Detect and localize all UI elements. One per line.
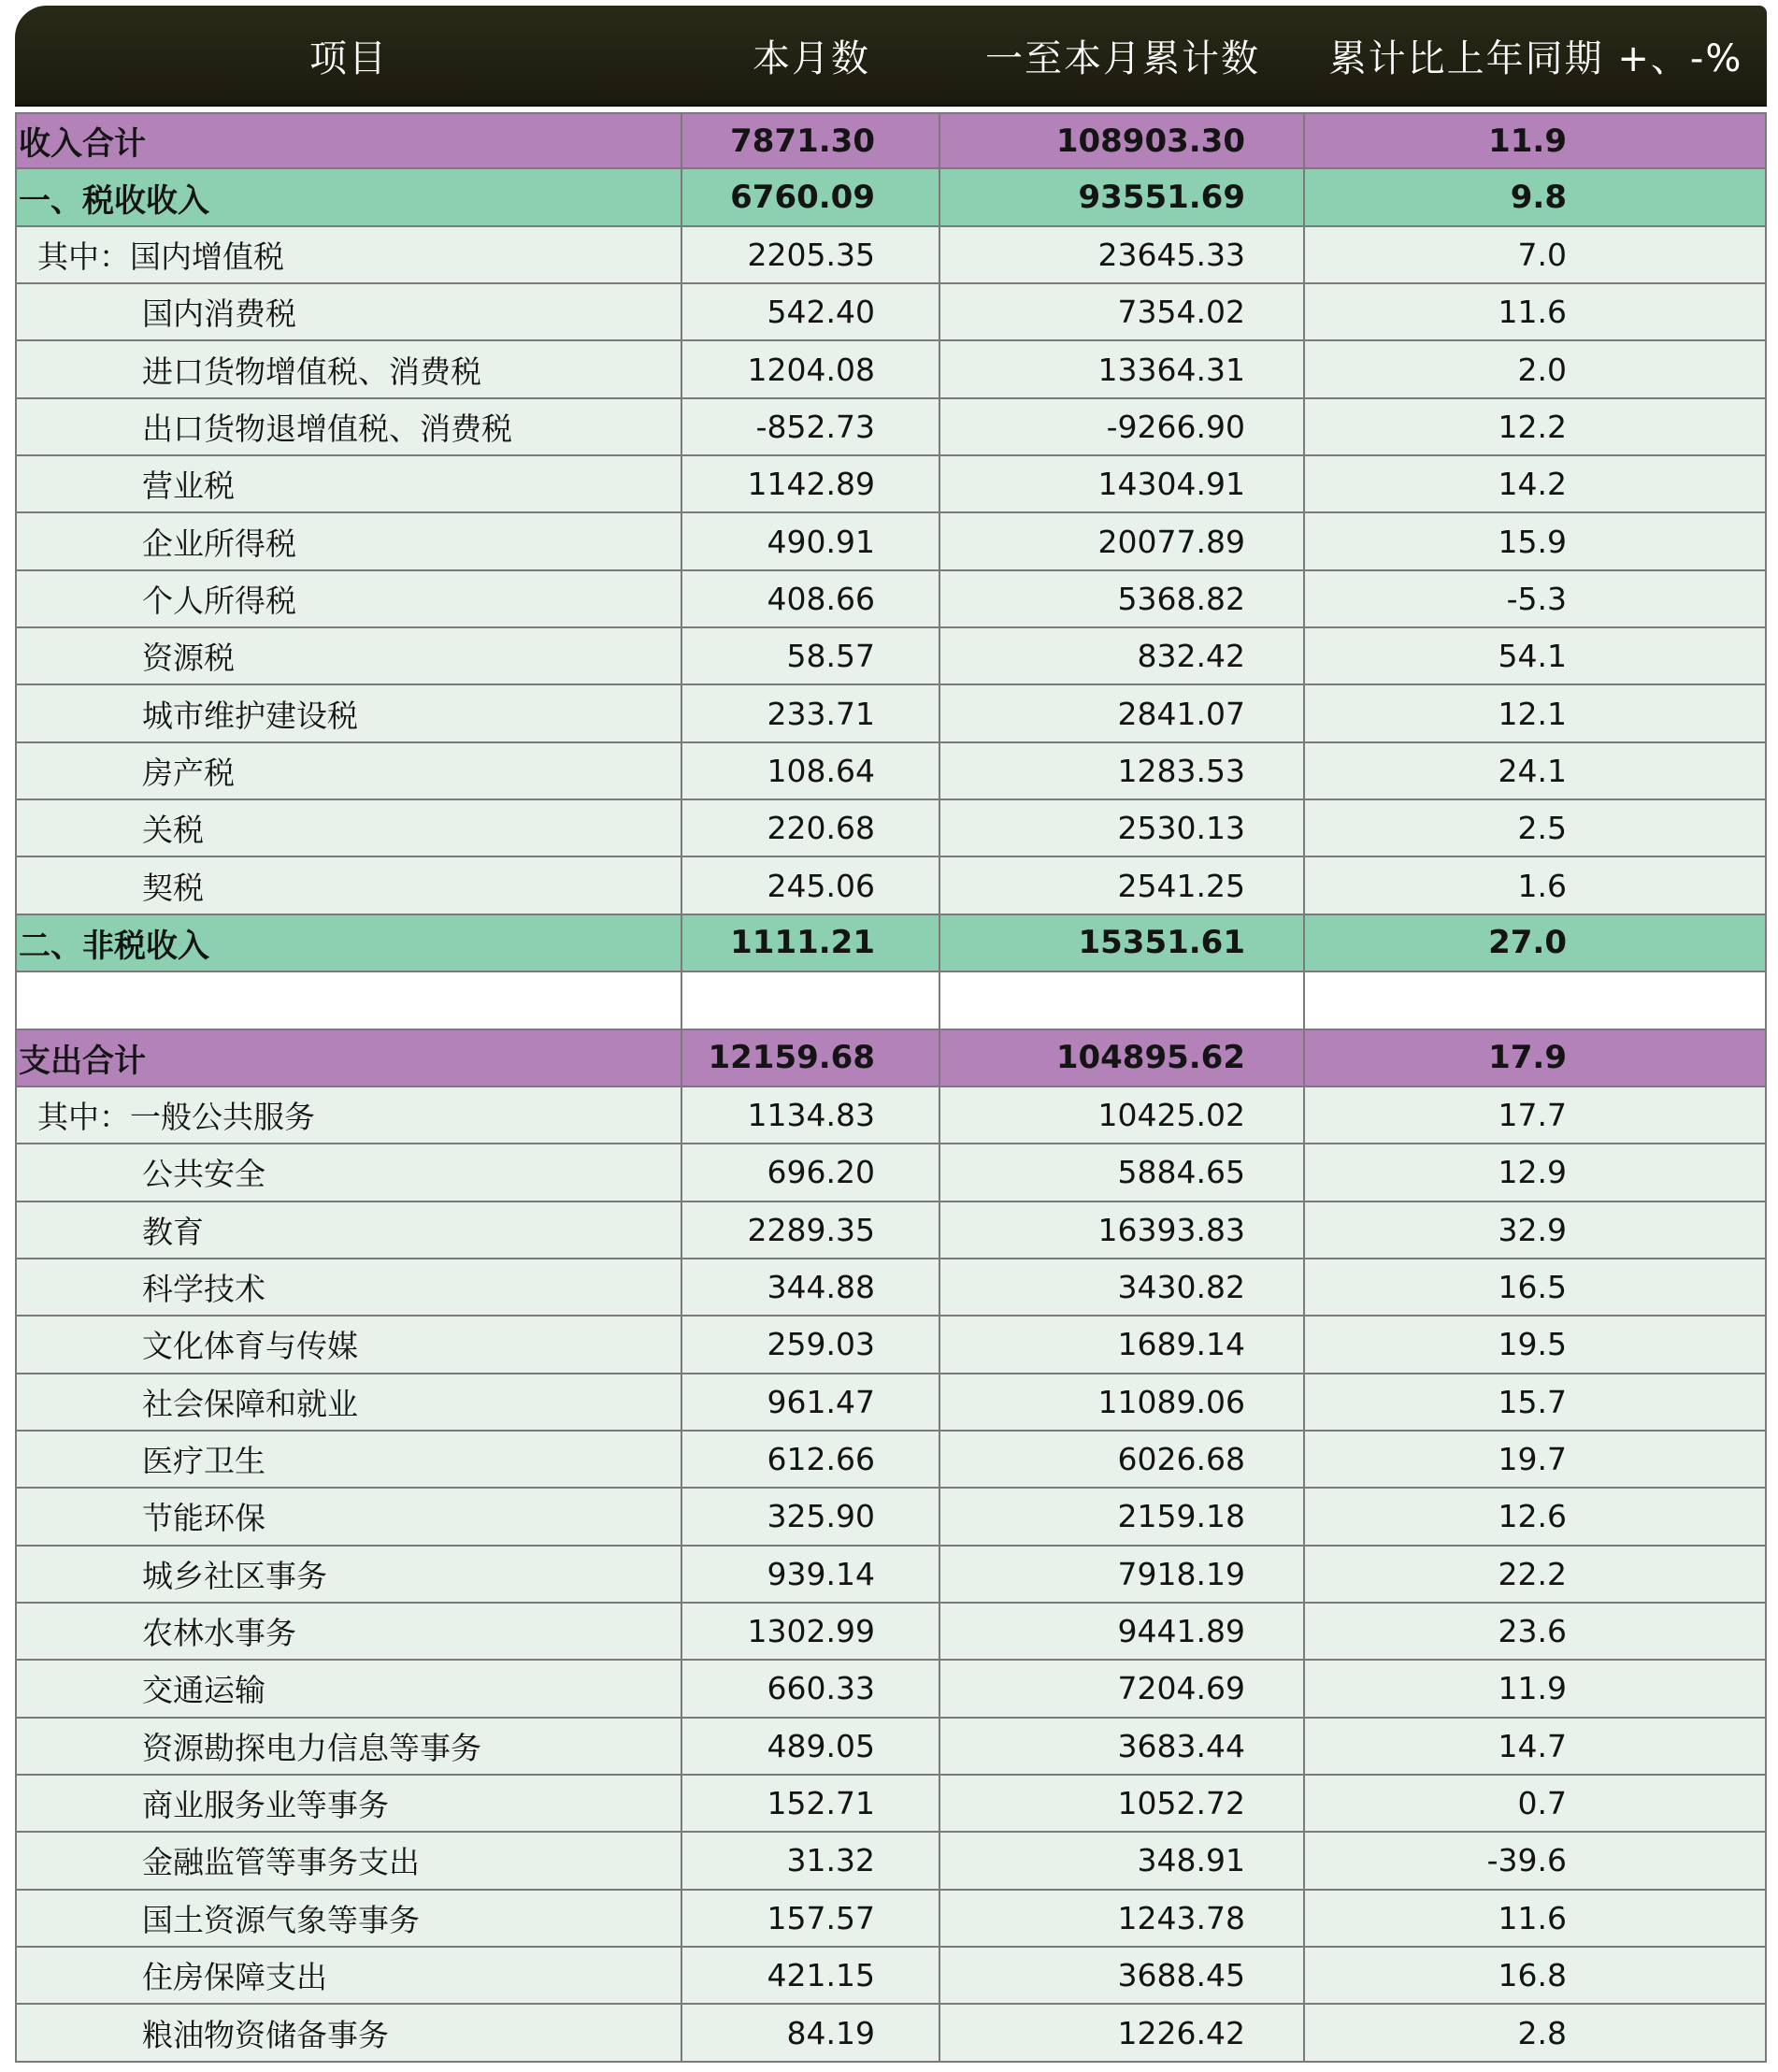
item-label: 出口货物退增值税、消费税 [15, 399, 682, 454]
cumulative-value: 23645.33 [940, 227, 1305, 282]
yoy-value: 1.6 [1305, 857, 1767, 913]
table-row [15, 284, 1767, 341]
yoy-value: 54.1 [1305, 628, 1767, 683]
fiscal-table [15, 6, 1767, 2063]
table-row [15, 1948, 1767, 2005]
cumulative-value: 1226.42 [940, 2005, 1305, 2060]
month-value: 84.19 [682, 2005, 940, 2060]
table-row [15, 1833, 1767, 1890]
yoy-value: 2.8 [1305, 2005, 1767, 2060]
item-label [15, 972, 682, 1028]
month-value: 1142.89 [682, 456, 940, 511]
month-value: 245.06 [682, 857, 940, 913]
month-value: 939.14 [682, 1547, 940, 1602]
table-row [15, 628, 1767, 685]
month-value: 1302.99 [682, 1604, 940, 1659]
yoy-value: 23.6 [1305, 1604, 1767, 1659]
yoy-value: 17.7 [1305, 1087, 1767, 1143]
table-row [15, 2005, 1767, 2062]
month-value: 542.40 [682, 284, 940, 339]
cumulative-value: 13364.31 [940, 341, 1305, 396]
cumulative-value: 7354.02 [940, 284, 1305, 339]
total-row [15, 112, 1767, 169]
total-row [15, 1030, 1767, 1087]
cumulative-value: 7204.69 [940, 1661, 1305, 1716]
item-label: 商业服务业等事务 [15, 1776, 682, 1831]
cumulative-value: 20077.89 [940, 513, 1305, 568]
item-label: 收入合计 [15, 114, 682, 167]
table-row [15, 227, 1767, 284]
month-value: 421.15 [682, 1948, 940, 2003]
yoy-value: 16.5 [1305, 1259, 1767, 1315]
cumulative-value: 832.42 [940, 628, 1305, 683]
month-value: 12159.68 [682, 1030, 940, 1086]
yoy-value: 2.0 [1305, 341, 1767, 396]
cumulative-value: 16393.83 [940, 1202, 1305, 1258]
yoy-value: 0.7 [1305, 1776, 1767, 1831]
table-row [15, 513, 1767, 570]
item-label: 房产税 [15, 743, 682, 799]
cumulative-value: 1052.72 [940, 1776, 1305, 1831]
yoy-value: 16.8 [1305, 1948, 1767, 2003]
month-value: 408.66 [682, 571, 940, 626]
item-label: 粮油物资储备事务 [15, 2005, 682, 2060]
table-row [15, 1432, 1767, 1489]
table-header [15, 6, 1767, 107]
item-label: 关税 [15, 800, 682, 856]
yoy-value: 15.9 [1305, 513, 1767, 568]
section-row [15, 915, 1767, 972]
month-value: 612.66 [682, 1432, 940, 1487]
table-row [15, 1317, 1767, 1374]
table-row [15, 743, 1767, 800]
month-value: 259.03 [682, 1317, 940, 1372]
item-label: 城乡社区事务 [15, 1547, 682, 1602]
item-label: 交通运输 [15, 1661, 682, 1716]
yoy-value: 12.2 [1305, 399, 1767, 454]
yoy-value: 11.9 [1305, 1661, 1767, 1716]
yoy-value: 17.9 [1305, 1030, 1767, 1086]
yoy-value: 11.9 [1305, 114, 1767, 167]
month-value: 961.47 [682, 1374, 940, 1430]
item-label: 节能环保 [15, 1489, 682, 1544]
table-row [15, 341, 1767, 398]
month-value: -852.73 [682, 399, 940, 454]
month-value: 152.71 [682, 1776, 940, 1831]
yoy-value: 19.5 [1305, 1317, 1767, 1372]
yoy-value: 15.7 [1305, 1374, 1767, 1430]
cumulative-value: 93551.69 [940, 169, 1305, 224]
table-body [15, 112, 1767, 2063]
yoy-value: -5.3 [1305, 571, 1767, 626]
month-value: 660.33 [682, 1661, 940, 1716]
month-value: 696.20 [682, 1144, 940, 1200]
table-row [15, 1604, 1767, 1661]
table-row [15, 399, 1767, 456]
yoy-value [1305, 972, 1767, 1028]
cumulative-value: 2841.07 [940, 685, 1305, 741]
cumulative-value: 2159.18 [940, 1489, 1305, 1544]
cumulative-value: -9266.90 [940, 399, 1305, 454]
yoy-value: 11.6 [1305, 284, 1767, 339]
yoy-value: -39.6 [1305, 1833, 1767, 1888]
yoy-value: 7.0 [1305, 227, 1767, 282]
cumulative-value: 15351.61 [940, 915, 1305, 971]
table-row [15, 1144, 1767, 1201]
yoy-value: 14.2 [1305, 456, 1767, 511]
month-value: 157.57 [682, 1891, 940, 1946]
cumulative-value: 3683.44 [940, 1719, 1305, 1774]
table-row [15, 1776, 1767, 1833]
cumulative-value: 5884.65 [940, 1144, 1305, 1200]
month-value: 220.68 [682, 800, 940, 856]
month-value: 2205.35 [682, 227, 940, 282]
yoy-value: 12.1 [1305, 685, 1767, 741]
yoy-value: 19.7 [1305, 1432, 1767, 1487]
item-label: 科学技术 [15, 1259, 682, 1315]
cumulative-value: 3688.45 [940, 1948, 1305, 2003]
header-cumulative: 一至本月累计数 [985, 36, 1260, 80]
month-value: 490.91 [682, 513, 940, 568]
cumulative-value: 14304.91 [940, 456, 1305, 511]
yoy-value: 22.2 [1305, 1547, 1767, 1602]
cumulative-value: 5368.82 [940, 571, 1305, 626]
cumulative-value: 1283.53 [940, 743, 1305, 799]
item-label: 营业税 [15, 456, 682, 511]
cumulative-value: 7918.19 [940, 1547, 1305, 1602]
cumulative-value: 11089.06 [940, 1374, 1305, 1430]
month-value: 6760.09 [682, 169, 940, 224]
cumulative-value: 1689.14 [940, 1317, 1305, 1372]
item-label: 资源勘探电力信息等事务 [15, 1719, 682, 1774]
cumulative-value: 348.91 [940, 1833, 1305, 1888]
header-item: 项目 [309, 36, 388, 80]
table-row [15, 456, 1767, 513]
table-row [15, 1259, 1767, 1317]
month-value: 489.05 [682, 1719, 940, 1774]
cumulative-value: 2541.25 [940, 857, 1305, 913]
item-label: 教育 [15, 1202, 682, 1258]
yoy-value: 9.8 [1305, 169, 1767, 224]
item-label: 契税 [15, 857, 682, 913]
month-value: 233.71 [682, 685, 940, 741]
table-row [15, 1891, 1767, 1948]
month-value: 1204.08 [682, 341, 940, 396]
item-label: 城市维护建设税 [15, 685, 682, 741]
table-row [15, 1719, 1767, 1776]
header-month: 本月数 [753, 36, 870, 80]
spacer-row [15, 972, 1767, 1029]
table-row [15, 1661, 1767, 1718]
yoy-value: 27.0 [1305, 915, 1767, 971]
table-row [15, 1087, 1767, 1144]
table-row [15, 571, 1767, 628]
cumulative-value: 9441.89 [940, 1604, 1305, 1659]
table-row [15, 800, 1767, 857]
table-row [15, 1202, 1767, 1259]
table-row [15, 857, 1767, 914]
month-value: 1111.21 [682, 915, 940, 971]
yoy-value: 24.1 [1305, 743, 1767, 799]
yoy-value: 32.9 [1305, 1202, 1767, 1258]
month-value: 344.88 [682, 1259, 940, 1315]
item-label: 农林水事务 [15, 1604, 682, 1659]
cumulative-value: 108903.30 [940, 114, 1305, 167]
month-value [682, 972, 940, 1028]
month-value: 108.64 [682, 743, 940, 799]
item-label: 其中：一般公共服务 [15, 1087, 682, 1143]
cumulative-value: 6026.68 [940, 1432, 1305, 1487]
yoy-value: 11.6 [1305, 1891, 1767, 1946]
month-value: 1134.83 [682, 1087, 940, 1143]
cumulative-value: 2530.13 [940, 800, 1305, 856]
cumulative-value: 1243.78 [940, 1891, 1305, 1946]
item-label: 进口货物增值税、消费税 [15, 341, 682, 396]
item-label: 国土资源气象等事务 [15, 1891, 682, 1946]
item-label: 公共安全 [15, 1144, 682, 1200]
cumulative-value: 3430.82 [940, 1259, 1305, 1315]
item-label: 文化体育与传媒 [15, 1317, 682, 1372]
month-value: 2289.35 [682, 1202, 940, 1258]
month-value: 7871.30 [682, 114, 940, 167]
item-label: 医疗卫生 [15, 1432, 682, 1487]
item-label: 企业所得税 [15, 513, 682, 568]
cumulative-value: 104895.62 [940, 1030, 1305, 1086]
item-label: 住房保障支出 [15, 1948, 682, 2003]
table-row [15, 1489, 1767, 1546]
item-label: 资源税 [15, 628, 682, 683]
cumulative-value [940, 972, 1305, 1028]
section-row [15, 169, 1767, 226]
yoy-value: 12.6 [1305, 1489, 1767, 1544]
item-label: 个人所得税 [15, 571, 682, 626]
item-label: 其中：国内增值税 [15, 227, 682, 282]
item-label: 金融监管等事务支出 [15, 1833, 682, 1888]
header-yoy: 累计比上年同期 +、-% [1328, 36, 1743, 80]
table-row [15, 685, 1767, 742]
month-value: 325.90 [682, 1489, 940, 1544]
table-row [15, 1374, 1767, 1432]
item-label: 支出合计 [15, 1030, 682, 1086]
month-value: 31.32 [682, 1833, 940, 1888]
yoy-value: 12.9 [1305, 1144, 1767, 1200]
yoy-value: 2.5 [1305, 800, 1767, 856]
yoy-value: 14.7 [1305, 1719, 1767, 1774]
item-label: 国内消费税 [15, 284, 682, 339]
cumulative-value: 10425.02 [940, 1087, 1305, 1143]
item-label: 二、非税收入 [15, 915, 682, 971]
month-value: 58.57 [682, 628, 940, 683]
item-label: 一、税收收入 [15, 169, 682, 224]
item-label: 社会保障和就业 [15, 1374, 682, 1430]
table-row [15, 1547, 1767, 1604]
